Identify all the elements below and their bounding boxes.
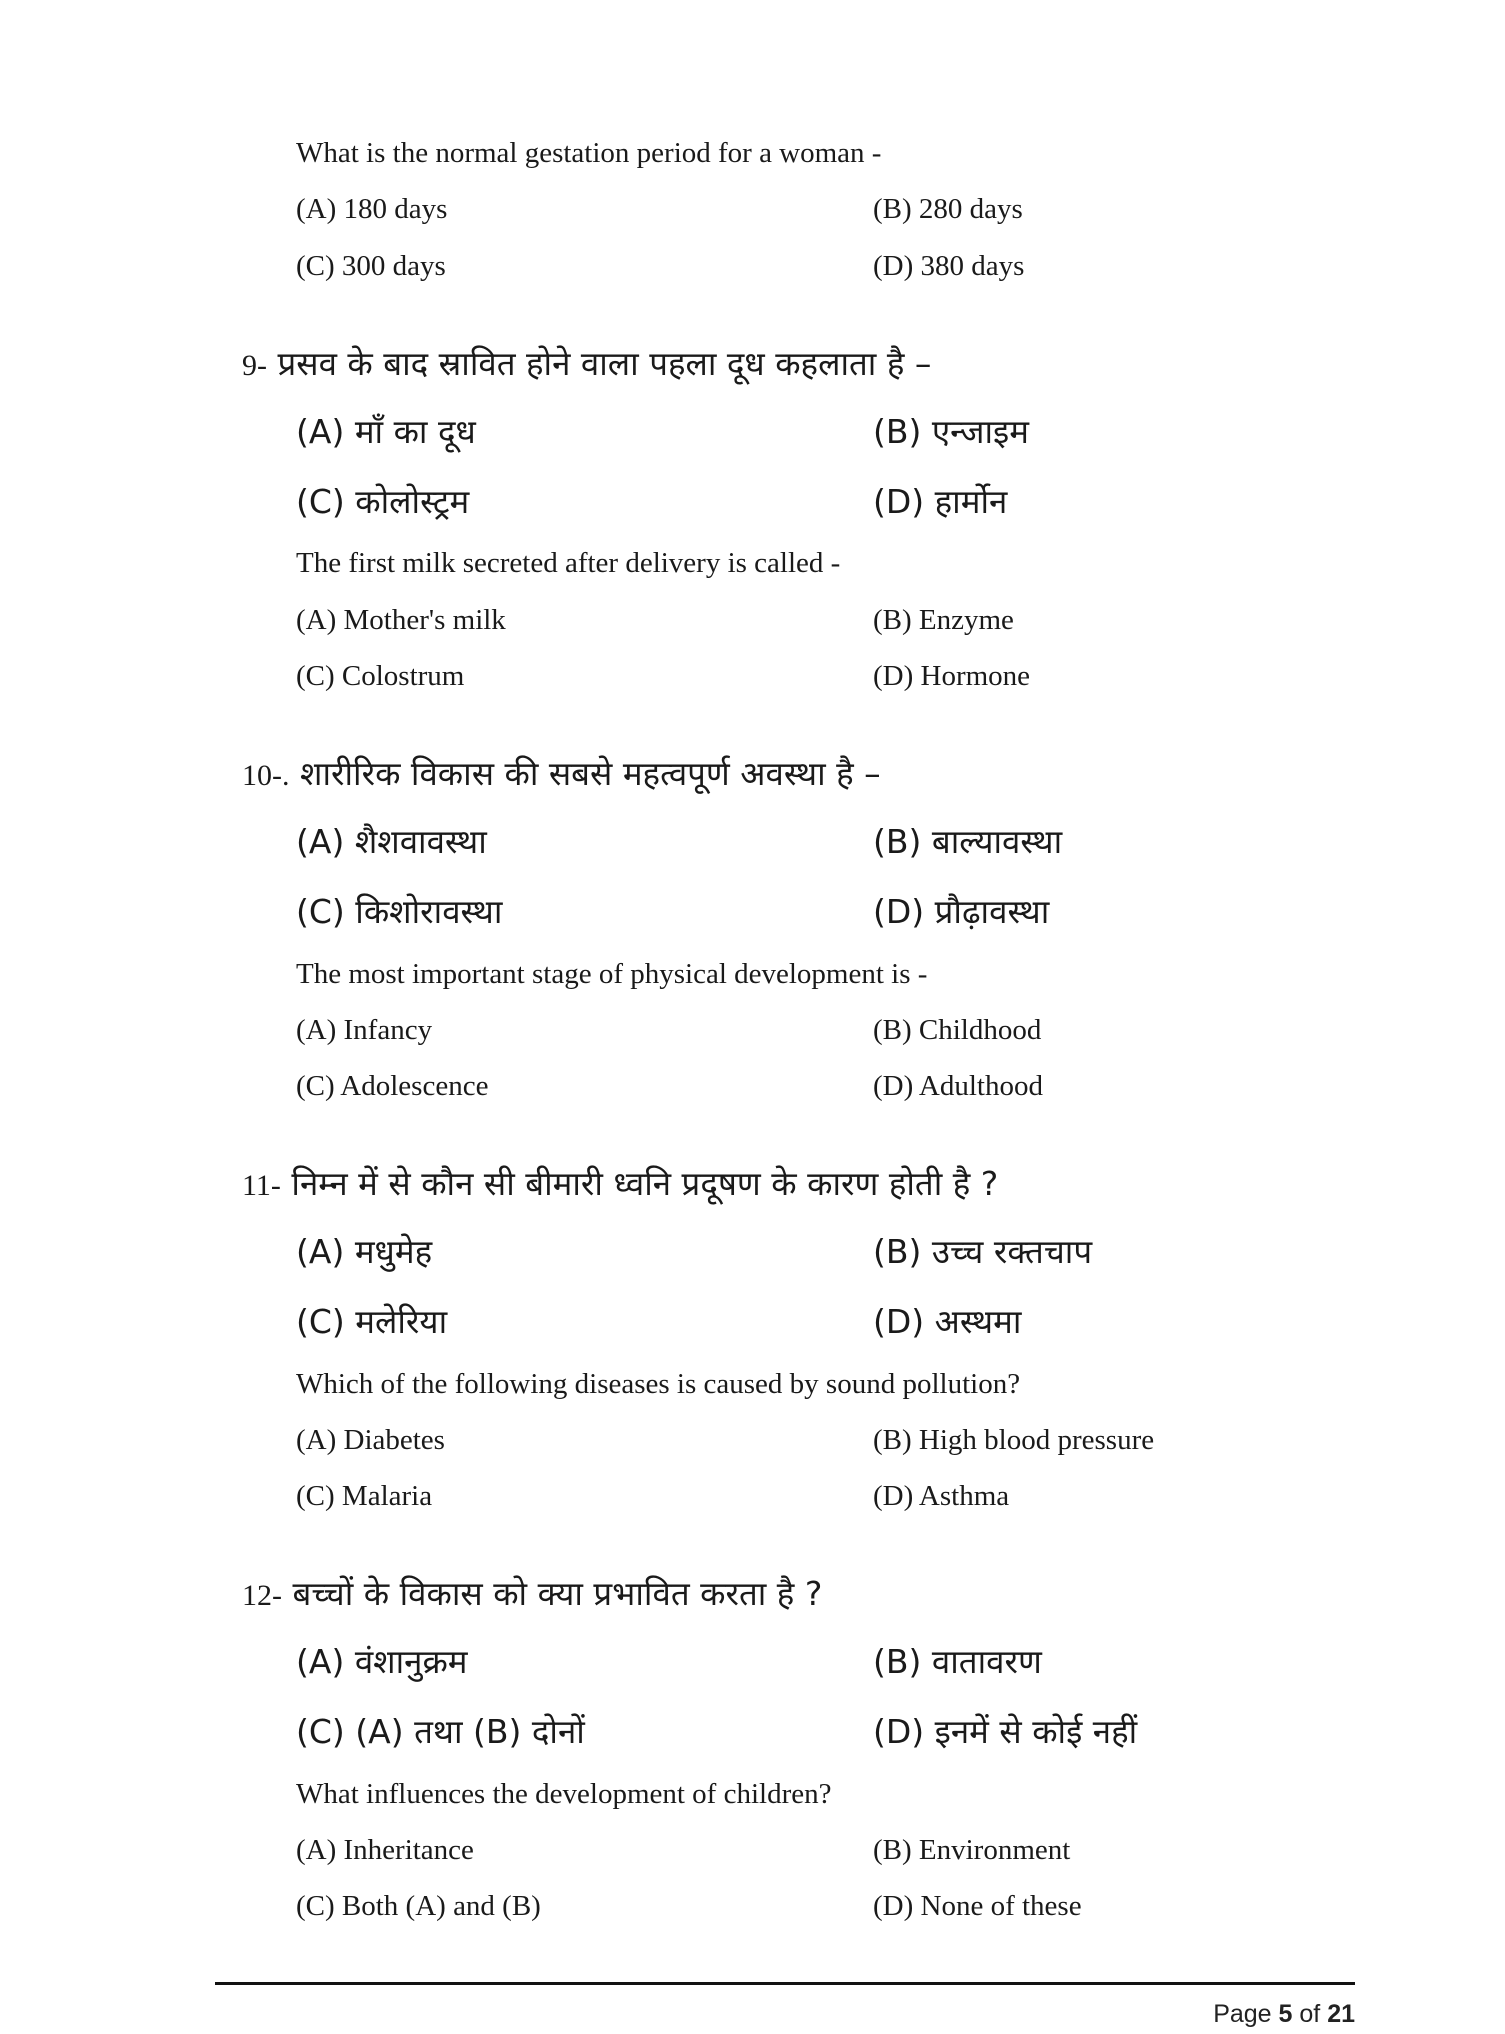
q11-en-option-d: (D) Asthma [873,1480,1010,1512]
q8-en-option-b: (B) 280 days [873,193,1023,225]
page-prefix: Page [1213,2000,1279,2028]
page-current: 5 [1278,2000,1293,2028]
q10-hi-question-text: शारीरिक विकास की सबसे महत्वपूर्ण अवस्था है – [300,754,881,793]
q9-en-option-a: (A) Mother's milk [296,604,506,636]
q11-hi-question-text: निम्न में से कौन सी बीमारी ध्वनि प्रदूषण के कारण होती है ? [291,1164,999,1203]
q11-en-option-c: (C) Malaria [296,1480,433,1512]
q11-hi-option-b: (B) उच्च रक्तचाप [873,1232,1093,1271]
q12-hi-question-text: बच्चों के विकास को क्या प्रभावित करता है ? [292,1574,823,1613]
q12-en-option-d: (D) None of these [873,1890,1082,1922]
q10-en-option-c: (C) Adolescence [296,1070,489,1102]
q10-en-option-a: (A) Infancy [296,1014,433,1046]
q11-en-question: Which of the following diseases is caused by sound pollution? [296,1368,1021,1400]
q10-en-question: The most important stage of physical development is - [296,958,928,990]
q10-en-option-d: (D) Adulthood [873,1070,1043,1102]
q8-en-option-a: (A) 180 days [296,193,448,225]
q10-hi-option-c: (C) किशोरावस्था [296,892,503,931]
q9-number: 9- [242,349,267,382]
q11-number: 11- [242,1169,281,1202]
q9-hi-question [242,340,931,385]
q8-en-option-c: (C) 300 days [296,250,446,282]
q10-number: 10-. [242,759,290,792]
q10-en-option-b: (B) Childhood [873,1014,1042,1046]
q11-hi-option-c: (C) मलेरिया [296,1302,448,1341]
q12-en-question: What influences the development of children? [296,1778,832,1810]
q12-en-option-c: (C) Both (A) and (B) [296,1890,541,1922]
q11-en-option-b: (B) High blood pressure [873,1424,1155,1456]
q9-en-option-c: (C) Colostrum [296,660,465,692]
q9-en-option-d: (D) Hormone [873,660,1031,692]
q12-number: 12- [242,1579,282,1612]
q10-hi-option-a: (A) शैशवावस्था [296,822,487,861]
q10-hi-option-b: (B) बाल्यावस्था [873,822,1063,861]
q12-en-option-b: (B) Environment [873,1834,1071,1866]
q12-en-option-a: (A) Inheritance [296,1834,474,1866]
q9-hi-option-a: (A) माँ का दूध [296,412,476,451]
q12-hi-option-a: (A) वंशानुक्रम [296,1642,468,1681]
q9-hi-option-d: (D) हार्मोन [873,482,1008,521]
q12-hi-option-d: (D) इनमें से कोई नहीं [873,1712,1138,1751]
q9-hi-option-b: (B) एन्जाइम [873,412,1029,451]
q10-hi-question [242,750,881,795]
q12-hi-option-c: (C) (A) तथा (B) दोनों [296,1712,585,1751]
q11-hi-option-d: (D) अस्थमा [873,1302,1022,1341]
q8-en-question: What is the normal gestation period for a woman - [296,137,882,169]
q12-hi-question [242,1570,822,1615]
q9-hi-option-c: (C) कोलोस्ट्रम [296,482,470,521]
footer-divider [215,1982,1355,1985]
q10-hi-option-d: (D) प्रौढ़ावस्था [873,892,1050,931]
page-total: 21 [1327,2000,1355,2028]
page-number [1213,2000,1355,2029]
q9-en-option-b: (B) Enzyme [873,604,1014,636]
q12-hi-option-b: (B) वातावरण [873,1642,1042,1681]
q11-hi-question [242,1160,998,1205]
page-of: of [1292,2000,1328,2028]
q9-en-question: The first milk secreted after delivery is called - [296,547,841,579]
q11-en-option-a: (A) Diabetes [296,1424,445,1456]
q11-hi-option-a: (A) मधुमेह [296,1232,433,1271]
q8-en-option-d: (D) 380 days [873,250,1025,282]
q9-hi-question-text: प्रसव के बाद स्रावित होने वाला पहला दूध कहलाता है – [277,344,932,383]
